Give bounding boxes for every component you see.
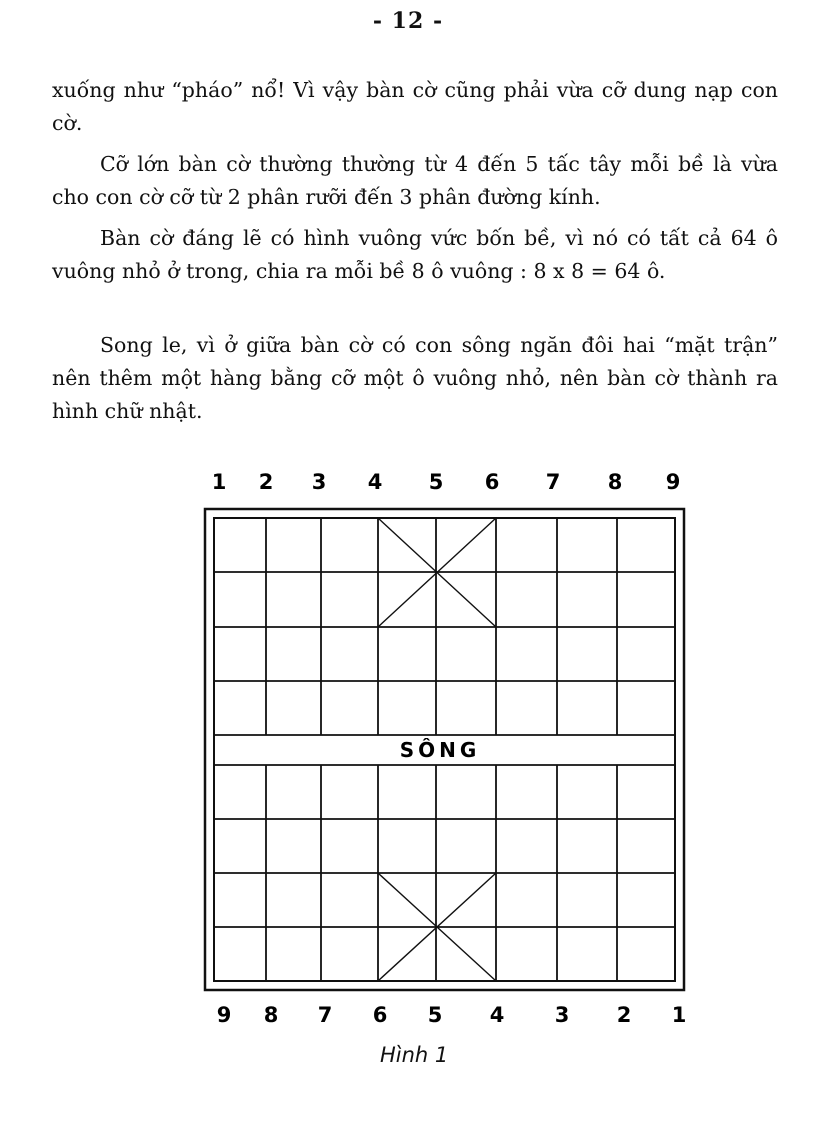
top-number-8: 8	[607, 470, 623, 494]
figure-caption: Hình 1	[380, 1043, 449, 1067]
bottom-number-4: 6	[372, 1003, 388, 1027]
top-number-4: 4	[367, 470, 383, 494]
bottom-number-1: 9	[216, 1003, 232, 1027]
page-number: - 12 -	[372, 8, 444, 34]
top-number-5: 5	[428, 470, 444, 494]
top-number-1: 1	[211, 470, 227, 494]
river-label: SÔNG	[399, 738, 481, 762]
top-number-9: 9	[665, 470, 681, 494]
bottom-number-2: 8	[263, 1003, 279, 1027]
top-number-3: 3	[311, 470, 327, 494]
top-number-7: 7	[545, 470, 561, 494]
paragraph-4: Song le, vì ở giữa bàn cờ có con sông ngăn đôi hai “mặt trận” nên thêm một hàng bằng cỡ một ô vuông nhỏ, nên bàn cờ thành ra hình chữ nhật.	[52, 333, 778, 423]
bottom-number-3: 7	[317, 1003, 333, 1027]
bottom-number-9: 1	[671, 1003, 687, 1027]
bottom-number-8: 2	[616, 1003, 632, 1027]
bottom-number-5: 5	[427, 1003, 443, 1027]
top-number-6: 6	[484, 470, 500, 494]
paragraph-2: Cỡ lớn bàn cờ thường thường từ 4 đến 5 tấc tây mỗi bề là vừa cho con cờ cỡ từ 2 phân rưỡi đến 3 phân đường kính.	[52, 152, 778, 209]
paragraph-1: xuống như “pháo” nổ! Vì vậy bàn cờ cũng phải vừa cỡ dung nạp con cờ.	[52, 78, 778, 135]
bottom-number-7: 3	[554, 1003, 570, 1027]
paragraph-3: Bàn cờ đáng lẽ có hình vuông vức bốn bề, vì nó có tất cả 64 ô vuông nhỏ ở trong, chia ra mỗi bề 8 ô vuông : 8 x 8 = 64 ô.	[52, 226, 778, 283]
top-number-2: 2	[258, 470, 274, 494]
bottom-number-6: 4	[489, 1003, 505, 1027]
